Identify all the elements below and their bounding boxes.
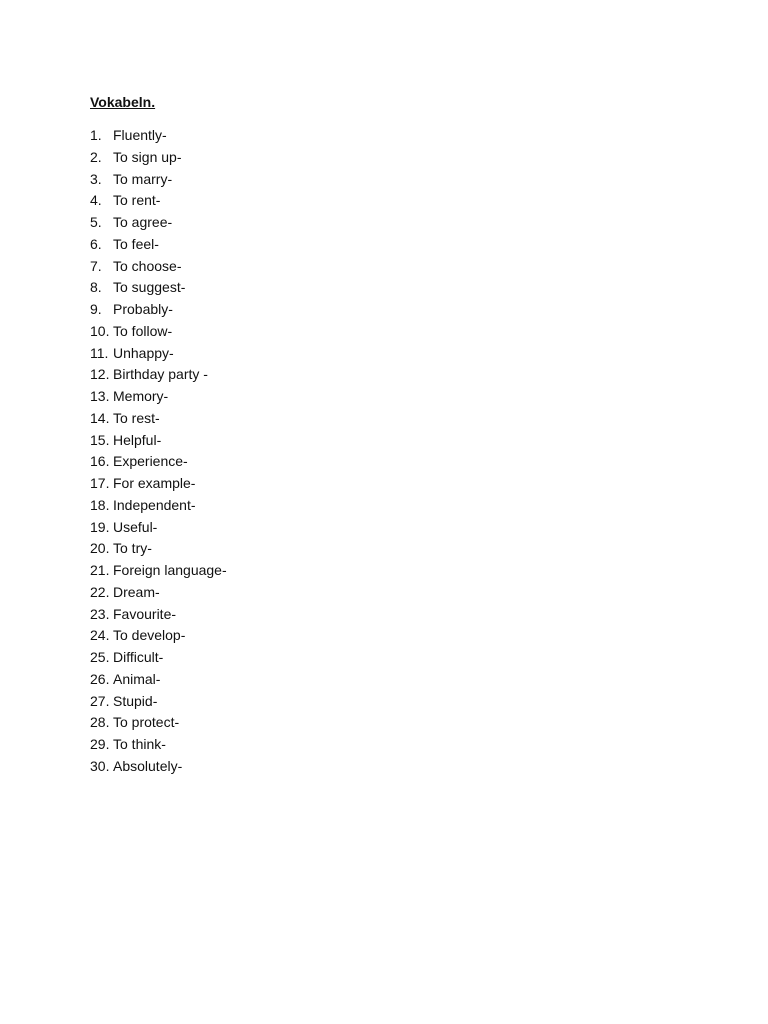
list-item-term: To marry- <box>113 170 173 187</box>
list-item-term: Memory- <box>113 388 169 404</box>
list-item <box>90 604 227 626</box>
list-item-number: 23. <box>90 605 110 622</box>
list-item-number: 26. <box>90 670 110 687</box>
list-item-number: 11. <box>90 344 109 361</box>
list-item <box>90 147 227 169</box>
list-item <box>90 734 227 756</box>
list-item-number: 5. <box>90 214 102 230</box>
list-item <box>90 495 227 517</box>
list-item-term: To think- <box>113 736 166 752</box>
list-item <box>90 169 227 191</box>
list-item-number: 18. <box>90 496 110 513</box>
list-item-number: 25. <box>90 649 110 665</box>
list-item-number: 6. <box>90 235 102 252</box>
list-item <box>90 256 227 278</box>
list-item-number: 17. <box>90 475 110 491</box>
list-item-term: Experience- <box>113 453 188 470</box>
vocabulary-list <box>90 125 227 778</box>
list-item <box>90 125 227 147</box>
list-item-term: To sign up- <box>113 148 182 165</box>
list-item <box>90 277 227 299</box>
list-item <box>90 625 227 647</box>
list-item-number: 27. <box>90 692 110 709</box>
list-item-term: Foreign language- <box>113 562 227 578</box>
list-item <box>90 364 227 386</box>
list-item <box>90 234 227 256</box>
list-item <box>90 386 227 408</box>
list-item-number: 19. <box>90 518 110 535</box>
list-item-number: 28. <box>90 714 110 731</box>
list-item-number: 1. <box>90 127 102 143</box>
list-item-term: Dream- <box>113 583 160 600</box>
list-item-number: 10. <box>90 322 110 339</box>
list-item-term: Animal- <box>113 670 161 687</box>
list-item <box>90 343 227 365</box>
list-item <box>90 408 227 430</box>
list-item-term: Stupid- <box>113 692 158 709</box>
list-item-number: 8. <box>90 279 102 296</box>
list-item <box>90 299 227 321</box>
list-item <box>90 691 227 713</box>
list-item <box>90 712 227 734</box>
list-item-number: 24. <box>90 627 110 644</box>
list-item-term: To suggest- <box>113 279 186 296</box>
list-item-term: Helpful- <box>113 431 162 448</box>
list-item <box>90 756 227 778</box>
list-item-term: To protect- <box>113 714 180 731</box>
list-item-term: To develop- <box>113 627 186 644</box>
list-item-term: To agree- <box>113 214 173 230</box>
list-item <box>90 451 227 473</box>
list-item-number: 4. <box>90 192 102 209</box>
list-item <box>90 538 227 560</box>
list-item <box>90 321 227 343</box>
list-item-number: 22. <box>90 583 110 600</box>
list-item-term: To follow- <box>113 322 173 339</box>
list-item-number: 30. <box>90 757 110 774</box>
list-item-term: Favourite- <box>113 605 177 622</box>
list-item <box>90 473 227 495</box>
list-item <box>90 669 227 691</box>
list-item-term: Birthday party - <box>113 366 208 383</box>
list-item-term: To try- <box>113 540 152 557</box>
list-item-number: 16. <box>90 453 110 470</box>
list-item-term: Independent- <box>113 496 196 513</box>
list-item <box>90 582 227 604</box>
list-item-number: 3. <box>90 170 102 187</box>
list-item-term: Difficult- <box>113 649 164 665</box>
list-item-number: 7. <box>90 257 102 274</box>
list-item-term: Probably- <box>113 301 173 317</box>
list-item <box>90 517 227 539</box>
list-item-term: Unhappy- <box>113 344 174 361</box>
page-title: Vokabeln. <box>90 94 156 110</box>
list-item <box>90 647 227 669</box>
list-item-number: 12. <box>90 366 110 383</box>
list-item-term: For example- <box>113 475 196 491</box>
list-item-term: To rest- <box>113 409 160 426</box>
list-item <box>90 190 227 212</box>
list-item-number: 15. <box>90 431 110 448</box>
list-item-term: To feel- <box>113 235 159 252</box>
list-item-number: 13. <box>90 388 110 404</box>
list-item-term: Absolutely- <box>113 757 183 774</box>
list-item-term: Fluently- <box>113 127 167 143</box>
list-item-number: 9. <box>90 301 102 317</box>
list-item <box>90 560 227 582</box>
list-item-number: 29. <box>90 736 110 752</box>
list-item-number: 2. <box>90 148 102 165</box>
list-item-number: 14. <box>90 409 110 426</box>
list-item <box>90 430 227 452</box>
list-item <box>90 212 227 234</box>
list-item-number: 21. <box>90 562 110 578</box>
list-item-term: Useful- <box>113 518 158 535</box>
list-item-number: 20. <box>90 540 110 557</box>
list-item-term: To rent- <box>113 192 161 209</box>
list-item-term: To choose- <box>113 257 182 274</box>
